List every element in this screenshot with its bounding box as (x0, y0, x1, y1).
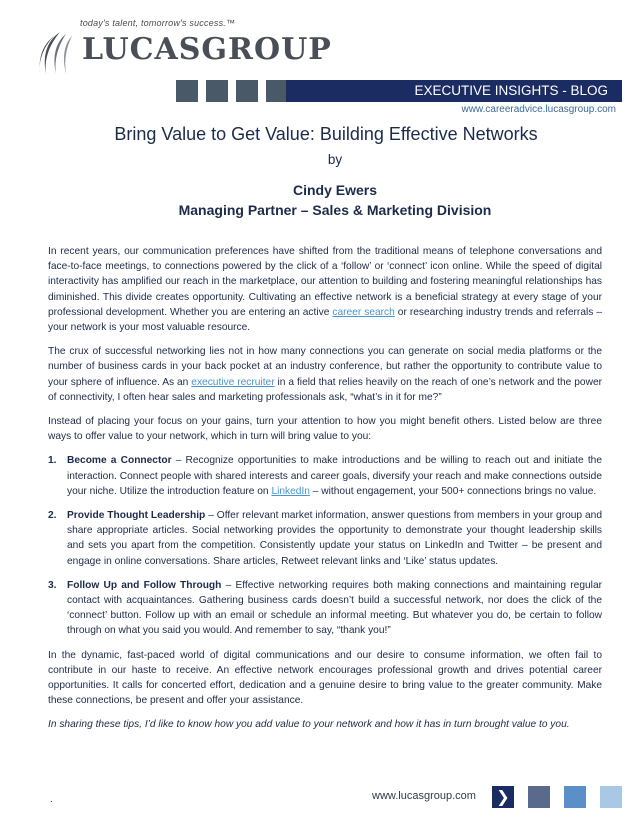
footer-square-3 (600, 786, 622, 808)
section-banner: EXECUTIVE INSIGHTS - BLOG (286, 80, 622, 102)
header-block (236, 80, 258, 102)
closing-statement: In sharing these tips, I’d like to know how you add value to your network and how it has in turn brought value to you. (48, 719, 570, 731)
list-item: 1. Become a Connector – Recognize opportunities to make introductions and be willing to reach out and initiate the interaction. Connect people with shared interests and career goals, diversify your reach and make connections outside your niche. Utilize the introduction feature on LinkedIn – without engagement, your 500+ connections brings no value. (48, 455, 602, 497)
executive-recruiter-link[interactable]: executive recruiter (191, 376, 275, 388)
author-role: Managing Partner – Sales & Marketing Division (178, 202, 492, 218)
linkedin-link[interactable]: LinkedIn (271, 485, 310, 497)
footer-arrow-icon[interactable]: ❯ (492, 786, 514, 808)
paragraph-4: In the dynamic, fast-paced world of digital communications and our desire to consume information, we often fail to contribute in our haste to receive. An effective network encourages professional growth and drives potential career opportunities. It calls for concerted effort, dedication and a genuine desire to bring value to the greater community. Make these connections, be present and offer your assistance. (48, 649, 602, 707)
author-name: Cindy Ewers (292, 182, 378, 198)
header-block (176, 80, 198, 102)
career-search-link[interactable]: career search (332, 306, 395, 318)
footer-dot: . (50, 794, 53, 805)
footer-square-1 (528, 786, 550, 808)
list-item-heading: Become a Connector (67, 455, 172, 467)
footer-url[interactable]: www.lucasgroup.com (372, 790, 476, 802)
list-item-heading: Provide Thought Leadership (67, 510, 206, 522)
byline-by: by (327, 152, 343, 167)
logo-tagline: today's talent, tomorrow's success.™ (80, 18, 236, 28)
paragraph-1: In recent years, our communication preferences have shifted from the traditional means of telephone conversations and face-to-face meetings, to connections powered by the click of a ‘follow’ or ‘connect’ icon online. While the speed of digital interactivity has amplified our reach in the marketplace, our attention to building and fostering meaningful relationships has diminished. This divide creates opportunity. Cultivating an effective network is a beneficial strategy at every stage of your professional development. Whether you are entering an active career search or researching industry trends and referrals – your network is your most valuable resource. (48, 246, 602, 334)
header-block (206, 80, 228, 102)
header-block (266, 80, 288, 102)
tips-list (48, 453, 602, 638)
paragraph-3: Instead of placing your focus on your gains, turn your attention to how you might benefit others. Listed below are three ways to offer value to your network, which in turn will bring value to you: (48, 416, 602, 443)
header-blocks (176, 80, 288, 102)
company-logo (14, 10, 332, 70)
paragraph-2: The crux of successful networking lies not in how many connections you can generate on social media platforms or the number of business cards in your back pocket at an industry conference, but rather the opportunity to contribute value to your sphere of influence. As an executive recruiter in a field that relies heavily on the reach of one’s network and the power of connectivity, I often hear sales and marketing professionals ask, “what’s in it for me?” (48, 346, 603, 403)
article-body (48, 244, 602, 742)
article-title: Bring Value to Get Value: Building Effective Networks (114, 124, 538, 144)
logo-wordmark: LUCASGROUP (82, 32, 332, 67)
footer-square-2 (564, 786, 586, 808)
banner-url[interactable]: www.careeradvice.lucasgroup.com (461, 104, 616, 115)
list-item: 3. Follow Up and Follow Through – Effective networking requires both making connections and maintaining regular contact with acquaintances. Gathering business cards doesn’t build a successful network, nor does the click of the ‘connect’ button. Follow up with an email or schedule an informal meeting. But whatever you do, be certain to follow through on what you said you would. And remember to say, “thank you!” (48, 579, 603, 637)
list-item-heading: Follow Up and Follow Through (67, 579, 222, 591)
logo-emblem-icon (32, 30, 82, 76)
list-item: 2. Provide Thought Leadership – Offer relevant market information, answer questions from members in your group and share appropriate articles. Social networking provides the opportunity to demonstrate your thought leadership skills and sets you apart from the competition. Consistently update your status on LinkedIn and Twitter – be present and engage in online conversations. Share articles, Retweet relevant links and ‘Like’ status updates. (48, 510, 602, 567)
